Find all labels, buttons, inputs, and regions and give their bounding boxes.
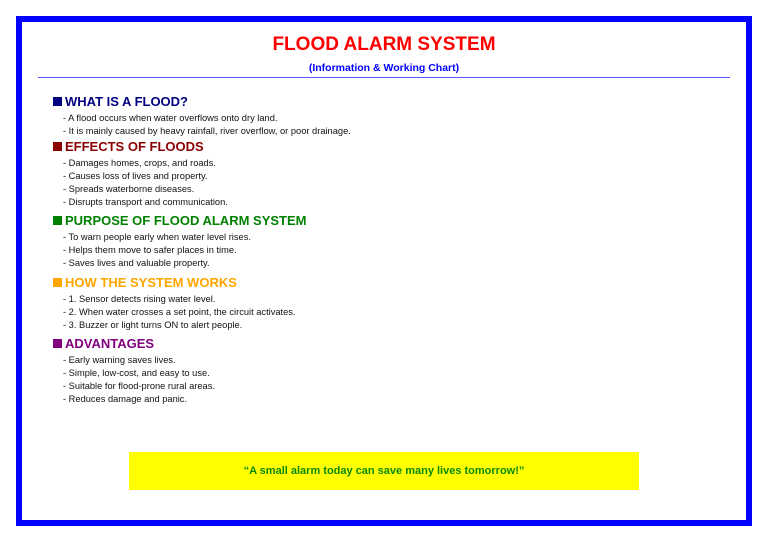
section-heading (53, 335, 215, 351)
section (53, 138, 228, 209)
divider (38, 77, 730, 78)
section-lines (63, 293, 296, 332)
section-lines (63, 231, 306, 270)
section-line: - Spreads waterborne diseases. (63, 184, 195, 194)
section-heading (53, 212, 306, 228)
square-bullet-icon (53, 339, 62, 348)
section (53, 335, 215, 406)
section (53, 212, 306, 270)
section-line: - Damages homes, crops, and roads. (63, 158, 216, 168)
square-bullet-icon (53, 142, 62, 151)
square-bullet-icon (53, 97, 62, 106)
section-heading (53, 93, 351, 109)
section-heading-text: ADVANTAGES (65, 335, 155, 351)
quote-banner: “A small alarm today can save many lives tomorrow!” (129, 452, 639, 490)
section-heading (53, 138, 228, 154)
section (53, 93, 351, 138)
section-heading-text: EFFECTS OF FLOODS (65, 138, 204, 154)
section-heading (53, 274, 296, 290)
section-heading-text: PURPOSE OF FLOOD ALARM SYSTEM (65, 212, 307, 228)
section-line: - 1. Sensor detects rising water level. (63, 294, 216, 304)
section-lines (63, 354, 215, 406)
page-subtitle: (Information & Working Chart) (308, 62, 460, 74)
square-bullet-icon (53, 216, 62, 225)
square-bullet-icon (53, 278, 62, 287)
section-line: - 2. When water crosses a set point, the circuit activates. (63, 307, 296, 317)
section-heading-text: WHAT IS A FLOOD? (65, 93, 188, 109)
section-line: - Saves lives and valuable property. (63, 258, 210, 268)
section-line: - It is mainly caused by heavy rainfall, river overflow, or poor drainage. (63, 126, 351, 136)
section-line: - Early warning saves lives. (63, 355, 176, 365)
section-line: - Simple, low-cost, and easy to use. (63, 368, 210, 378)
page-title: FLOOD ALARM SYSTEM (272, 34, 496, 55)
section-line: - Causes loss of lives and property. (63, 171, 208, 181)
section-line: - Suitable for flood-prone rural areas. (63, 381, 215, 391)
section-line: - 3. Buzzer or light turns ON to alert people. (63, 320, 243, 330)
section-line: - Reduces damage and panic. (63, 394, 188, 404)
section-line: - Disrupts transport and communication. (63, 197, 228, 207)
section-lines (63, 112, 351, 138)
section-line: - Helps them move to safer places in time. (63, 245, 237, 255)
section-heading-text: HOW THE SYSTEM WORKS (65, 274, 237, 290)
section-line: - To warn people early when water level rises. (63, 232, 251, 242)
section-line: - A flood occurs when water overflows onto dry land. (63, 113, 278, 123)
section-lines (63, 157, 228, 209)
section (53, 274, 296, 332)
